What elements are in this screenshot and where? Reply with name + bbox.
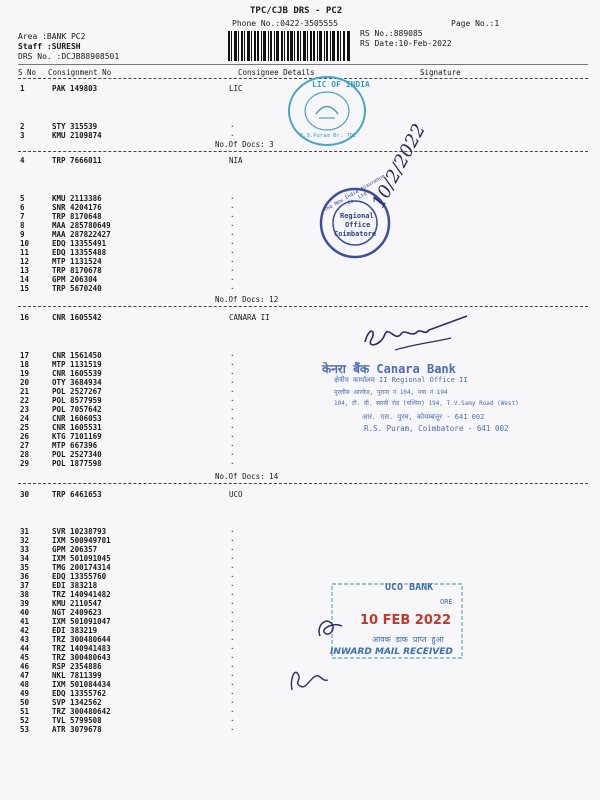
row-sno: 42 xyxy=(20,626,30,635)
row-consignment: IXM 501091045 xyxy=(52,554,111,563)
no-of-docs: No.Of Docs: 14 xyxy=(215,472,279,481)
rs-date: RS Date:10-Feb-2022 xyxy=(360,39,452,48)
row-sno: 19 xyxy=(20,369,30,378)
row-consignment: TRP 7666011 xyxy=(52,156,102,165)
row-consignment: TRZ 140941482 xyxy=(52,590,111,599)
row-sno: 51 xyxy=(20,707,30,716)
uco-signature-initials xyxy=(314,612,348,646)
row-consignment: POL 8577959 xyxy=(52,396,102,405)
row-sno: 15 xyxy=(20,284,30,293)
row-sno: 48 xyxy=(20,680,30,689)
nia-stamp-ring: The New India Assurance Co. Ltd xyxy=(323,173,386,214)
consignee-nia: NIA xyxy=(229,156,243,165)
phone-number: Phone No.:0422-3505555 xyxy=(232,19,338,28)
row-sno: 9 xyxy=(20,230,25,239)
row-sno: 35 xyxy=(20,563,30,572)
lic-stamp-bottom: R.S.Puram Br. 7DE xyxy=(300,133,357,139)
row-consignment: EDQ 13355491 xyxy=(52,239,107,248)
row-sno: 31 xyxy=(20,527,30,536)
consignee-lic: LIC xyxy=(229,84,243,93)
row-sno: 44 xyxy=(20,644,30,653)
row-consignment: CNR 1605542 xyxy=(52,313,102,322)
row-consignment: MTP 1131524 xyxy=(52,257,102,266)
row-consignment: CNR 1606053 xyxy=(52,414,102,423)
row-consignment: EDQ 13355762 xyxy=(52,689,107,698)
row-sno: 46 xyxy=(20,662,30,671)
row-consignment: TRZ 140941483 xyxy=(52,644,111,653)
row-sno: 21 xyxy=(20,387,30,396)
row-sno: 49 xyxy=(20,689,30,698)
row-sno: 24 xyxy=(20,414,30,423)
row-sno: 53 xyxy=(20,725,30,734)
row-consignment: KMU 2110547 xyxy=(52,599,102,608)
row-consignment: KMU 2113386 xyxy=(52,194,102,203)
uco-stamp-date: 10 FEB 2022 xyxy=(360,613,451,628)
uco-stamp-title: UCO BANK xyxy=(385,582,434,593)
nia-stamp-line1: Regional xyxy=(340,212,374,220)
canara-stamp-line2: क्षेत्रीय कार्यालय II Regional Office II xyxy=(334,376,468,384)
row-sno: 26 xyxy=(20,432,30,441)
row-sno: 2 xyxy=(20,122,25,131)
row-consignment: IXM 501091047 xyxy=(52,617,111,626)
col-consignment: Consignment No xyxy=(48,68,112,77)
row-sno: 5 xyxy=(20,194,25,203)
page-number: Page No.:1 xyxy=(451,19,500,28)
row-sno: 43 xyxy=(20,635,30,644)
row-consignment: POL 7057642 xyxy=(52,405,102,414)
row-consignment: KMU 2109874 xyxy=(52,131,102,140)
row-consignment: NGT 2409623 xyxy=(52,608,102,617)
row-consignment: GPM 206304 xyxy=(52,275,98,284)
row-consignment: EDI 383219 xyxy=(52,626,98,635)
row-consignment: STY 315539 xyxy=(52,122,98,131)
row-sno: 39 xyxy=(20,599,30,608)
row-consignment: MTP 1131519 xyxy=(52,360,102,369)
row-consignment: POL 2527267 xyxy=(52,387,102,396)
canara-stamp-line6: R.S. Puram, Coimbatore - 641 002 xyxy=(364,424,509,433)
row-consignment: SNR 4204176 xyxy=(52,203,102,212)
row-sno: 11 xyxy=(20,248,30,257)
document-title: TPC/CJB DRS - PC2 xyxy=(250,6,343,16)
row-sno: 17 xyxy=(20,351,30,360)
row-sno: 47 xyxy=(20,671,30,680)
row-consignment: MAA 287822427 xyxy=(52,230,111,239)
no-of-docs: No.Of Docs: 12 xyxy=(215,295,279,304)
col-consignee: Consignee Details xyxy=(238,68,315,77)
staff: Staff :SURESH xyxy=(18,42,81,51)
nia-stamp-line3: Coimbatore xyxy=(334,230,377,238)
row-consignment: IXM 500949701 xyxy=(52,536,111,545)
row-consignment: POL 2527340 xyxy=(52,450,102,459)
row-consignment: SVR 10238793 xyxy=(52,527,107,536)
lic-stamp-top: LIC OF INDIA xyxy=(312,80,370,89)
row-consignment: KTG 7101169 xyxy=(52,432,102,441)
row-sno: 6 xyxy=(20,203,25,212)
row-consignment: MTP 667396 xyxy=(52,441,98,450)
row-sno: 36 xyxy=(20,572,30,581)
row-consignment: EDQ 13355488 xyxy=(52,248,107,257)
rs-number: RS No.:889085 xyxy=(360,29,423,38)
row-sno: 41 xyxy=(20,617,30,626)
row-sno: 13 xyxy=(20,266,30,275)
row-consignment: TRZ 300480643 xyxy=(52,653,111,662)
canara-stamp-line4: 104, टी. वी. स्वामी रोड (पश्चिम) 194, T.V.Samy Road (West) xyxy=(334,400,519,407)
row-sno: 45 xyxy=(20,653,30,662)
row-sno: 7 xyxy=(20,212,25,221)
row-consignment: CNR 1561450 xyxy=(52,351,102,360)
row-sno: 32 xyxy=(20,536,30,545)
row-sno: 1 xyxy=(20,84,25,93)
row-sno: 27 xyxy=(20,441,30,450)
row-sno: 38 xyxy=(20,590,30,599)
row-consignment: CNR 1605531 xyxy=(52,423,102,432)
row-consignment: TVL 5799508 xyxy=(52,716,102,725)
consignee-canara: CANARA II xyxy=(229,313,270,322)
canara-stamp-line3: मुरलीस आरकेड, पुराना नं 104, नया नं 194 xyxy=(334,389,448,396)
row-consignment: PAK 149803 xyxy=(52,84,98,93)
area: Area :BANK PC2 xyxy=(18,32,86,41)
row-consignment: MAA 285780649 xyxy=(52,221,111,230)
row-sno: 14 xyxy=(20,275,30,284)
row-sno: 12 xyxy=(20,257,30,266)
row-sno: 33 xyxy=(20,545,30,554)
row-consignment: OTY 3684934 xyxy=(52,378,102,387)
row-sno: 4 xyxy=(20,156,25,165)
uco-stamp-sub: ORE xyxy=(440,598,453,606)
row-consignment: TMG 200174314 xyxy=(52,563,111,572)
col-sno: S No xyxy=(18,68,37,77)
nia-handwritten-date: 10/2/2022 xyxy=(368,120,430,212)
row-consignment: TRP 8170648 xyxy=(52,212,102,221)
row-consignment: GPM 206357 xyxy=(52,545,98,554)
canara-stamp-line1: केनरा बैंक Canara Bank xyxy=(322,362,456,376)
row-consignment: ATR 3079678 xyxy=(52,725,102,734)
row-consignment: RSP 2354886 xyxy=(52,662,102,671)
row-sno: 34 xyxy=(20,554,30,563)
row-sno: 37 xyxy=(20,581,30,590)
row-sno: 22 xyxy=(20,396,30,405)
row-consignment: TRZ 300480642 xyxy=(52,707,111,716)
row-sno: 8 xyxy=(20,221,25,230)
consignee-uco: UCO xyxy=(229,490,243,499)
row-sno: 40 xyxy=(20,608,30,617)
row-sno: 3 xyxy=(20,131,25,140)
row-sno: 10 xyxy=(20,239,30,248)
row-sno: 16 xyxy=(20,313,30,322)
row-sno: 29 xyxy=(20,459,30,468)
row-sno: 28 xyxy=(20,450,30,459)
row-consignment: EDQ 13355760 xyxy=(52,572,107,581)
row-sno: 25 xyxy=(20,423,30,432)
row-consignment: NKL 7811399 xyxy=(52,671,102,680)
row-consignment: IXM 501084434 xyxy=(52,680,111,689)
row-sno: 50 xyxy=(20,698,30,707)
row-consignment: TRP 5670240 xyxy=(52,284,102,293)
row-consignment: CNR 1605539 xyxy=(52,369,102,378)
uco-stamp-hindi: आवक डाक प्राप्त हुआ xyxy=(372,635,444,644)
drs-number: DRS No. :DCJB88908501 xyxy=(18,52,120,61)
uco-stamp-footer: INWARD MAIL RECEIVED xyxy=(330,647,453,657)
row-sno: 30 xyxy=(20,490,30,499)
row-consignment: EDI 383218 xyxy=(52,581,98,590)
canara-stamp-line5: आर. एस. पुरम, कोयम्बत्तूर - 641 002 xyxy=(362,413,485,421)
row-sno: 23 xyxy=(20,405,30,414)
row-sno: 52 xyxy=(20,716,30,725)
nia-stamp-line2: Office xyxy=(345,221,371,229)
row-sno: 20 xyxy=(20,378,30,387)
row-consignment: TRZ 300480644 xyxy=(52,635,111,644)
canara-signature xyxy=(355,312,475,358)
no-of-docs: No.Of Docs: 3 xyxy=(215,140,274,149)
col-signature: Signature xyxy=(420,68,461,77)
row-consignment: TRP 6461653 xyxy=(52,490,102,499)
barcode xyxy=(228,31,350,61)
row-consignment: TRP 8170678 xyxy=(52,266,102,275)
row-consignment: POL 1877598 xyxy=(52,459,102,468)
uco-signature xyxy=(286,660,334,696)
row-consignment: SVP 1342562 xyxy=(52,698,102,707)
row-sno: 18 xyxy=(20,360,30,369)
